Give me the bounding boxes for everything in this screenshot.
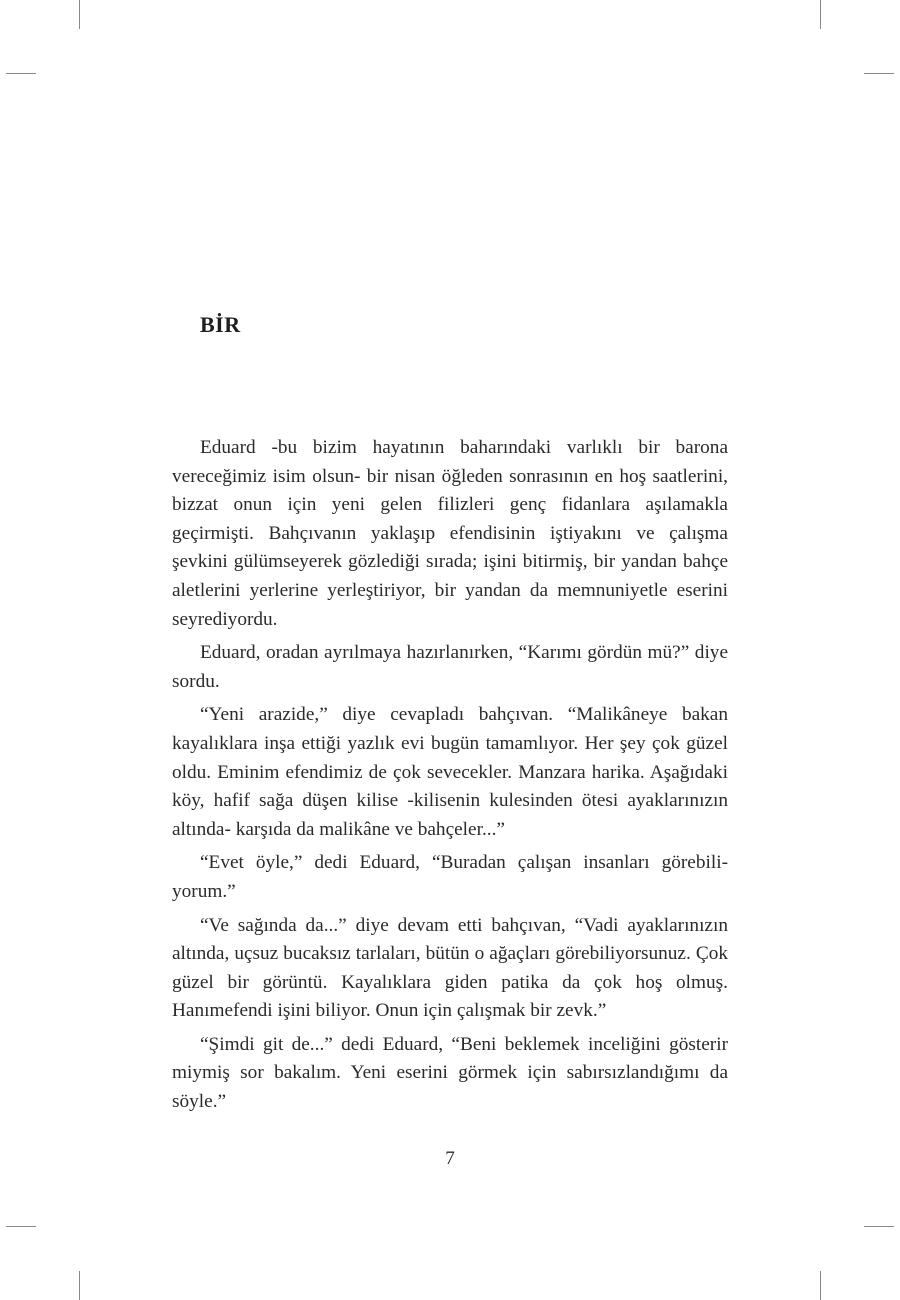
crop-mark-left-upper — [6, 73, 36, 74]
page-number: 7 — [445, 1148, 455, 1169]
paragraph: “Yeni arazide,” diye cevapladı bahçıvan. “Malikâneye bakan kayalıklara inşa ettiği yazlık evi bugün tamamlıyor. Her şey çok güzel oldu. Eminim efendimiz de çok sevecekler. Manzara harika. Aşağıdaki köy, hafif sağa düşen kilise -kilisenin kulesinden ötesi ayaklarınızın altında- karşıda da malikâne ve bahçeler...” — [172, 704, 728, 840]
paragraph: “Ve sağında da...” diye devam etti bahçıvan, “Vadi ayaklarınızın altında, uçsuz bucaksız tarlaları, bütün o ağaçları görebiliyorsunuz. Çok güzel bir görüntü. Kayalıklara giden patika da çok hoş olmuş. Hanımefendi işini biliyor. Onun için çalışmak bir zevk.” — [172, 914, 728, 1022]
crop-mark-left-lower — [6, 1226, 36, 1227]
crop-mark-bottom-right — [820, 1271, 821, 1300]
paragraph: Eduard -bu bizim hayatının baharındaki varlıklı bir barona vereceğimiz isim olsun- bir nisan öğleden sonrasının en hoş saatlerini, bizzat onun için yeni gelen filizleri genç fidanlara aşılamakla geçirmişti. Bahçıvanın yaklaşıp efendisinin iştiyakını ve çalışma şevkini gülümseyerek gözlediği sırada; işini bitirmiş, bir yandan bahçe aletlerini yerlerine yerleştiriyor, bir yandan da memnuniyetle eserini seyrediyordu. — [172, 437, 728, 630]
paragraph: “Evet öyle,” dedi Eduard, “Buradan çalışan insanları görebiliyorum.” — [172, 852, 728, 902]
crop-mark-right-lower — [864, 1226, 894, 1227]
body-text — [172, 434, 728, 1122]
paragraph: Eduard, oradan ayrılmaya hazırlanırken, “Karımı gördün mü?” diye sordu. — [172, 642, 728, 692]
crop-mark-right-upper — [864, 73, 894, 74]
crop-mark-top-right — [820, 0, 821, 29]
crop-mark-top-left — [79, 0, 80, 29]
paragraph: “Şimdi git de...” dedi Eduard, “Beni beklemek inceliğini gösterir miymiş sor bakalım. Yeni eserini görmek için sabırsızlandığımı da söyle.” — [172, 1033, 728, 1113]
chapter-title: BİR — [200, 312, 241, 337]
crop-mark-bottom-left — [79, 1271, 80, 1300]
